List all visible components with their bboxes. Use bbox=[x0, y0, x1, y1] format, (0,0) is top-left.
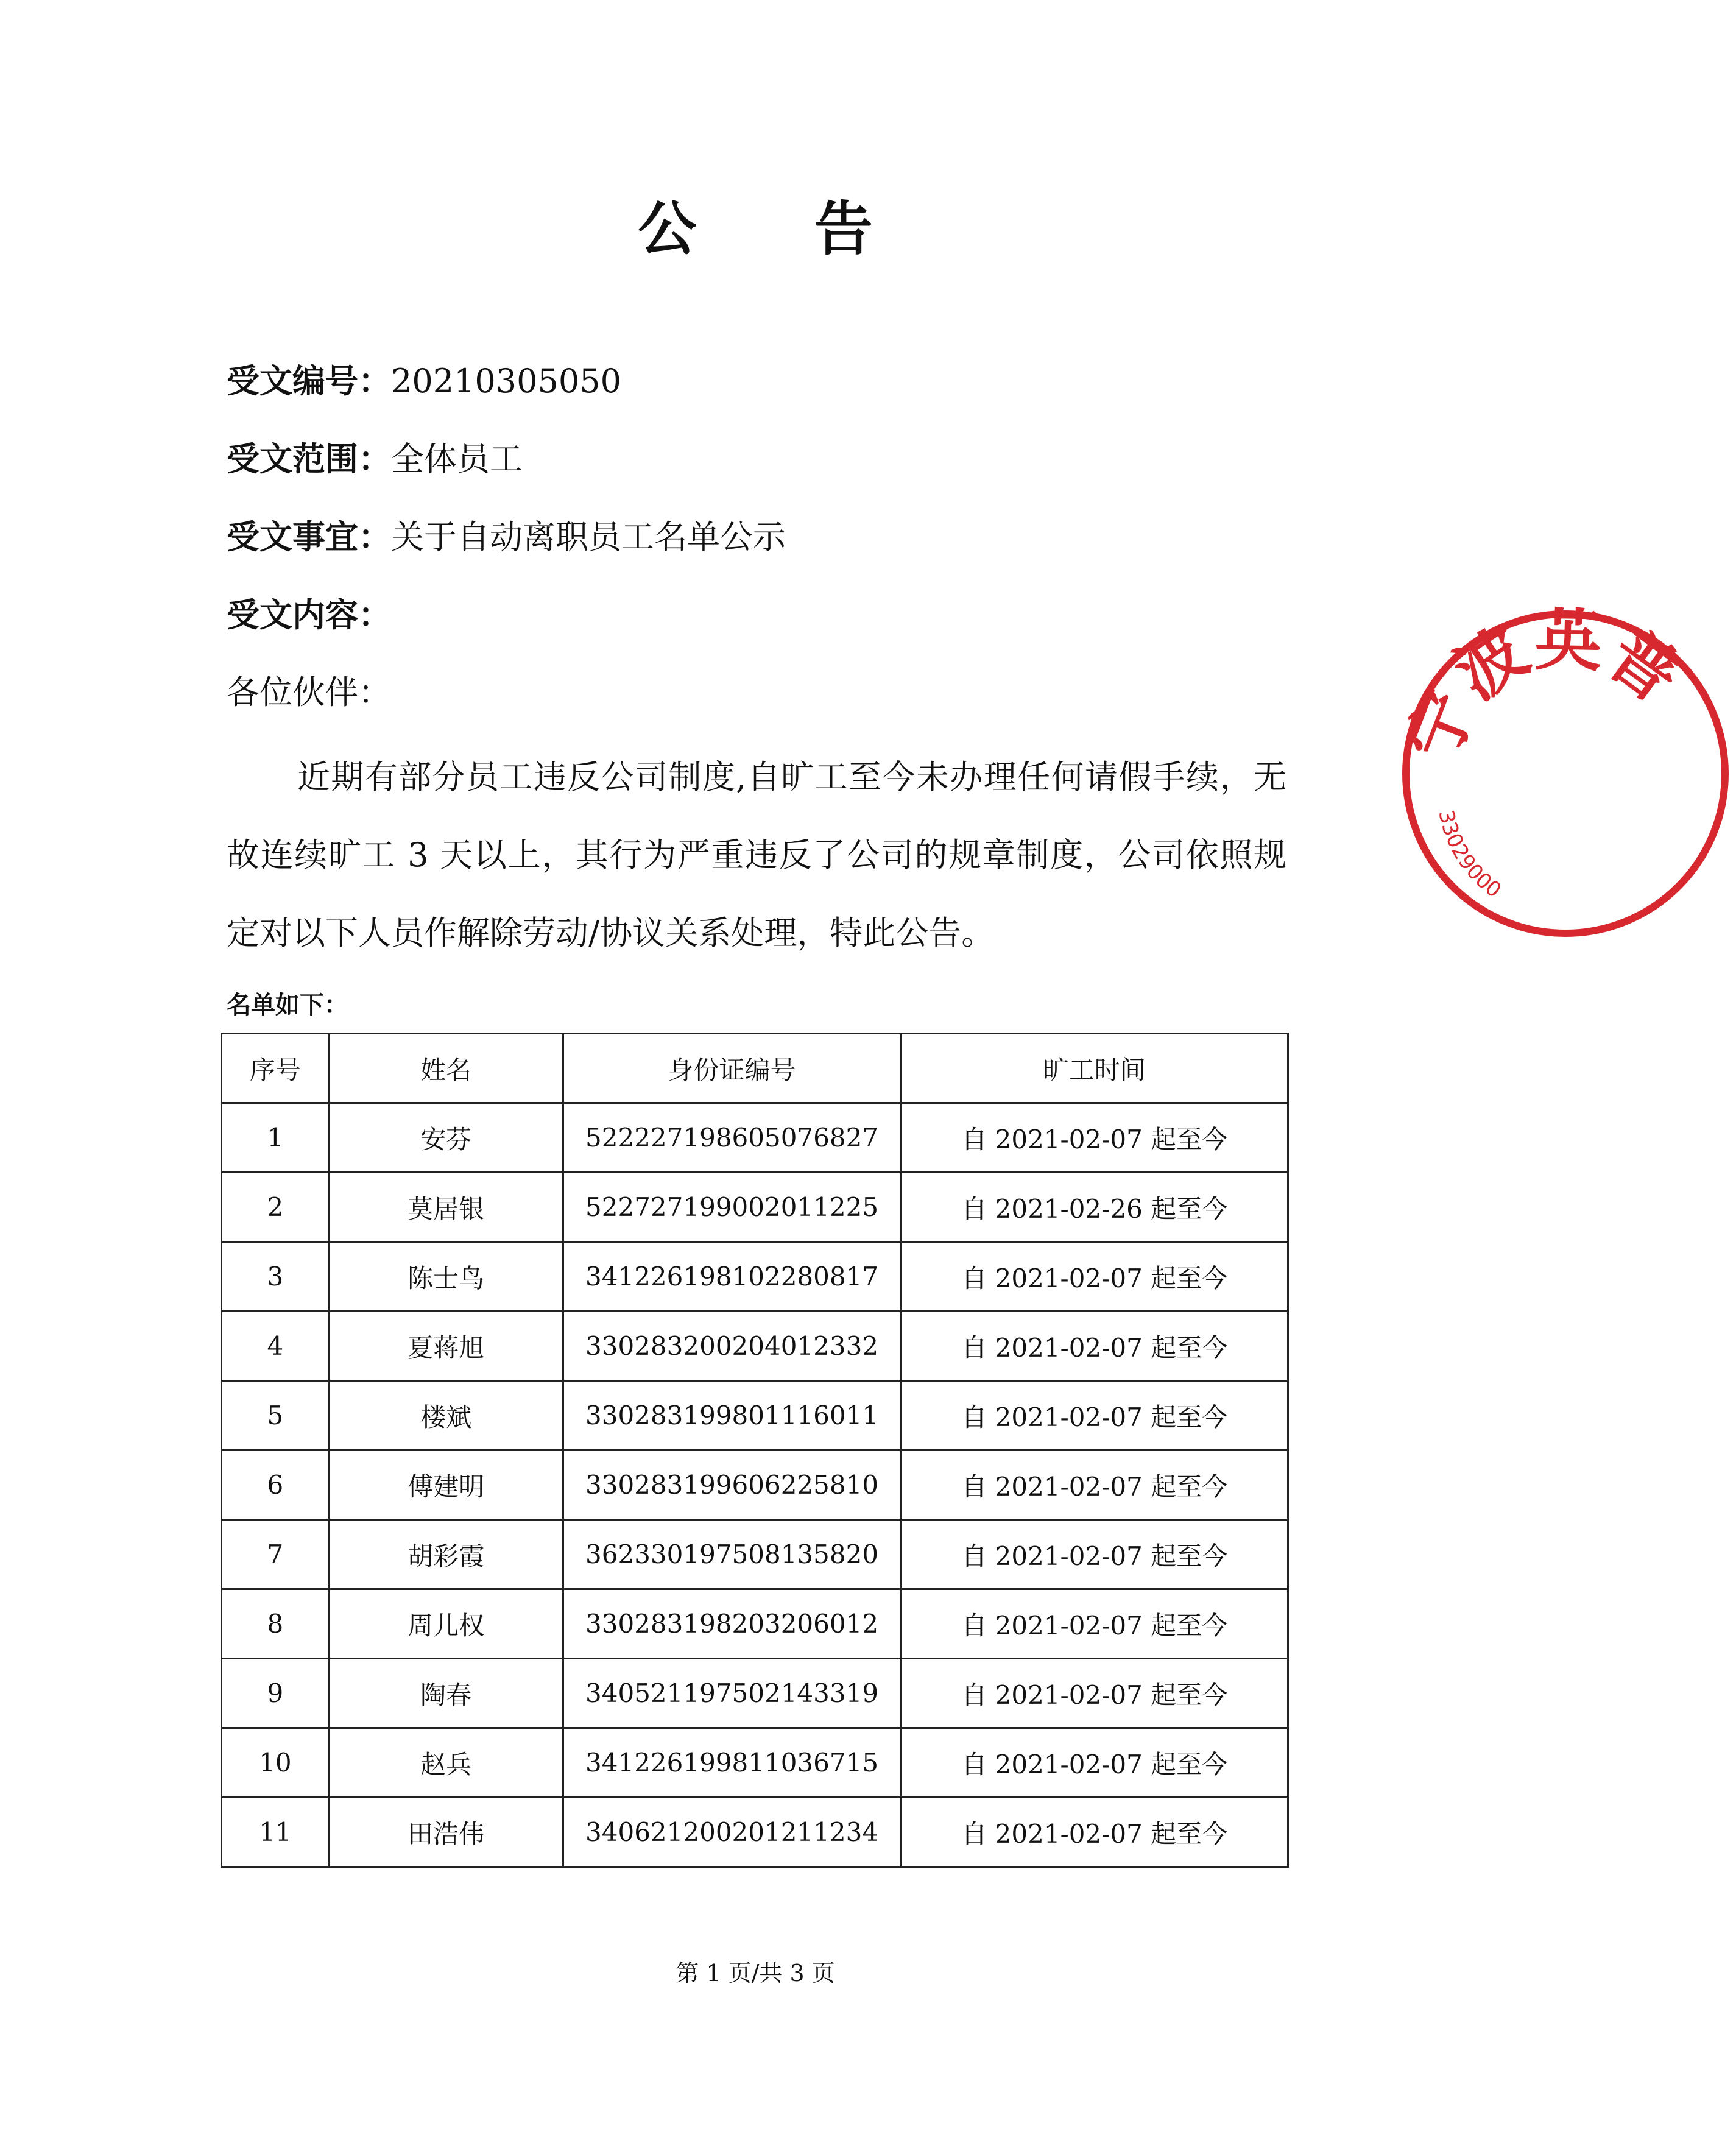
scope-label: 受文范围： bbox=[227, 439, 391, 478]
row-id-number: 330283199801116011 bbox=[563, 1381, 901, 1450]
row-id-number: 330283200204012332 bbox=[563, 1312, 901, 1381]
company-seal bbox=[1395, 603, 1694, 944]
row-name: 莫居银 bbox=[329, 1173, 563, 1242]
page-title: 公 告 bbox=[638, 194, 922, 263]
row-absence-time: 自 2021-02-07 起至今 bbox=[901, 1728, 1288, 1798]
doc-number-label: 受文编号： bbox=[227, 361, 391, 400]
table-row bbox=[222, 1798, 1288, 1867]
row-name: 周儿权 bbox=[329, 1589, 563, 1659]
table-row bbox=[222, 1589, 1288, 1659]
row-index: 2 bbox=[222, 1173, 330, 1242]
subject-value: 关于自动离职员工名单公示 bbox=[391, 518, 786, 556]
row-absence-time: 自 2021-02-07 起至今 bbox=[901, 1589, 1288, 1659]
doc-number-line bbox=[227, 359, 621, 403]
row-name: 傅建明 bbox=[329, 1450, 563, 1520]
row-index: 10 bbox=[222, 1728, 330, 1798]
row-index: 6 bbox=[222, 1450, 330, 1520]
seal-code: 33029000 bbox=[1433, 808, 1506, 903]
row-absence-time: 自 2021-02-07 起至今 bbox=[901, 1520, 1288, 1589]
subject-label: 受文事宜： bbox=[227, 517, 391, 556]
row-name: 田浩伟 bbox=[329, 1798, 563, 1867]
roster-table bbox=[221, 1033, 1289, 1868]
row-id-number: 340621200201211234 bbox=[563, 1798, 901, 1867]
content-label: 受文内容： bbox=[227, 595, 391, 634]
row-index: 9 bbox=[222, 1659, 330, 1728]
greeting: 各位伙伴： bbox=[227, 673, 391, 712]
row-name: 胡彩霞 bbox=[329, 1520, 563, 1589]
table-row bbox=[222, 1520, 1288, 1589]
row-index: 5 bbox=[222, 1381, 330, 1450]
header-absence-time: 旷工时间 bbox=[901, 1034, 1288, 1103]
row-index: 7 bbox=[222, 1520, 330, 1589]
subject-line bbox=[227, 515, 786, 559]
table-row bbox=[222, 1103, 1288, 1173]
header-id-number: 身份证编号 bbox=[563, 1034, 901, 1103]
table-row bbox=[222, 1728, 1288, 1798]
row-name: 安芬 bbox=[329, 1103, 563, 1173]
row-id-number: 362330197508135820 bbox=[563, 1520, 901, 1589]
row-absence-time: 自 2021-02-07 起至今 bbox=[901, 1103, 1288, 1173]
row-id-number: 522227198605076827 bbox=[563, 1103, 901, 1173]
table-row bbox=[222, 1450, 1288, 1520]
header-index: 序号 bbox=[222, 1034, 330, 1103]
table-row bbox=[222, 1659, 1288, 1728]
row-absence-time: 自 2021-02-07 起至今 bbox=[901, 1450, 1288, 1520]
table-row bbox=[222, 1312, 1288, 1381]
row-absence-time: 自 2021-02-07 起至今 bbox=[901, 1659, 1288, 1728]
row-absence-time: 自 2021-02-26 起至今 bbox=[901, 1173, 1288, 1242]
row-id-number: 330283199606225810 bbox=[563, 1450, 901, 1520]
table-row bbox=[222, 1381, 1288, 1450]
scope-line bbox=[227, 437, 523, 481]
row-index: 3 bbox=[222, 1242, 330, 1312]
row-index: 1 bbox=[222, 1103, 330, 1173]
row-absence-time: 自 2021-02-07 起至今 bbox=[901, 1242, 1288, 1312]
row-absence-time: 自 2021-02-07 起至今 bbox=[901, 1381, 1288, 1450]
row-index: 11 bbox=[222, 1798, 330, 1867]
row-id-number: 341226199811036715 bbox=[563, 1728, 901, 1798]
row-name: 陈士鸟 bbox=[329, 1242, 563, 1312]
body-paragraph: 近期有部分员工违反公司制度,自旷工至今未办理任何请假手续，无故连续旷工 3 天以上，其行为严重违反了公司的规章制度，公司依照规定对以下人员作解除劳动/协议关系处理，特此公告。 bbox=[227, 758, 1286, 952]
row-id-number: 341226198102280817 bbox=[563, 1242, 901, 1312]
row-index: 4 bbox=[222, 1312, 330, 1381]
content-line bbox=[227, 593, 391, 637]
table-row bbox=[222, 1173, 1288, 1242]
seal-text: 宁波英普 bbox=[1395, 603, 1694, 771]
scope-value: 全体员工 bbox=[391, 440, 523, 478]
row-name: 楼斌 bbox=[329, 1381, 563, 1450]
row-index: 8 bbox=[222, 1589, 330, 1659]
doc-number-value: 20210305050 bbox=[391, 362, 621, 400]
table-row bbox=[222, 1242, 1288, 1312]
table-header-row bbox=[222, 1034, 1288, 1103]
list-label: 名单如下： bbox=[227, 991, 348, 1019]
row-absence-time: 自 2021-02-07 起至今 bbox=[901, 1312, 1288, 1381]
row-name: 赵兵 bbox=[329, 1728, 563, 1798]
row-name: 陶春 bbox=[329, 1659, 563, 1728]
row-absence-time: 自 2021-02-07 起至今 bbox=[901, 1798, 1288, 1867]
row-id-number: 330283198203206012 bbox=[563, 1589, 901, 1659]
row-id-number: 522727199002011225 bbox=[563, 1173, 901, 1242]
row-name: 夏蒋旭 bbox=[329, 1312, 563, 1381]
page-footer: 第 1 页/共 3 页 bbox=[676, 1960, 835, 1987]
row-id-number: 340521197502143319 bbox=[563, 1659, 901, 1728]
header-name: 姓名 bbox=[329, 1034, 563, 1103]
